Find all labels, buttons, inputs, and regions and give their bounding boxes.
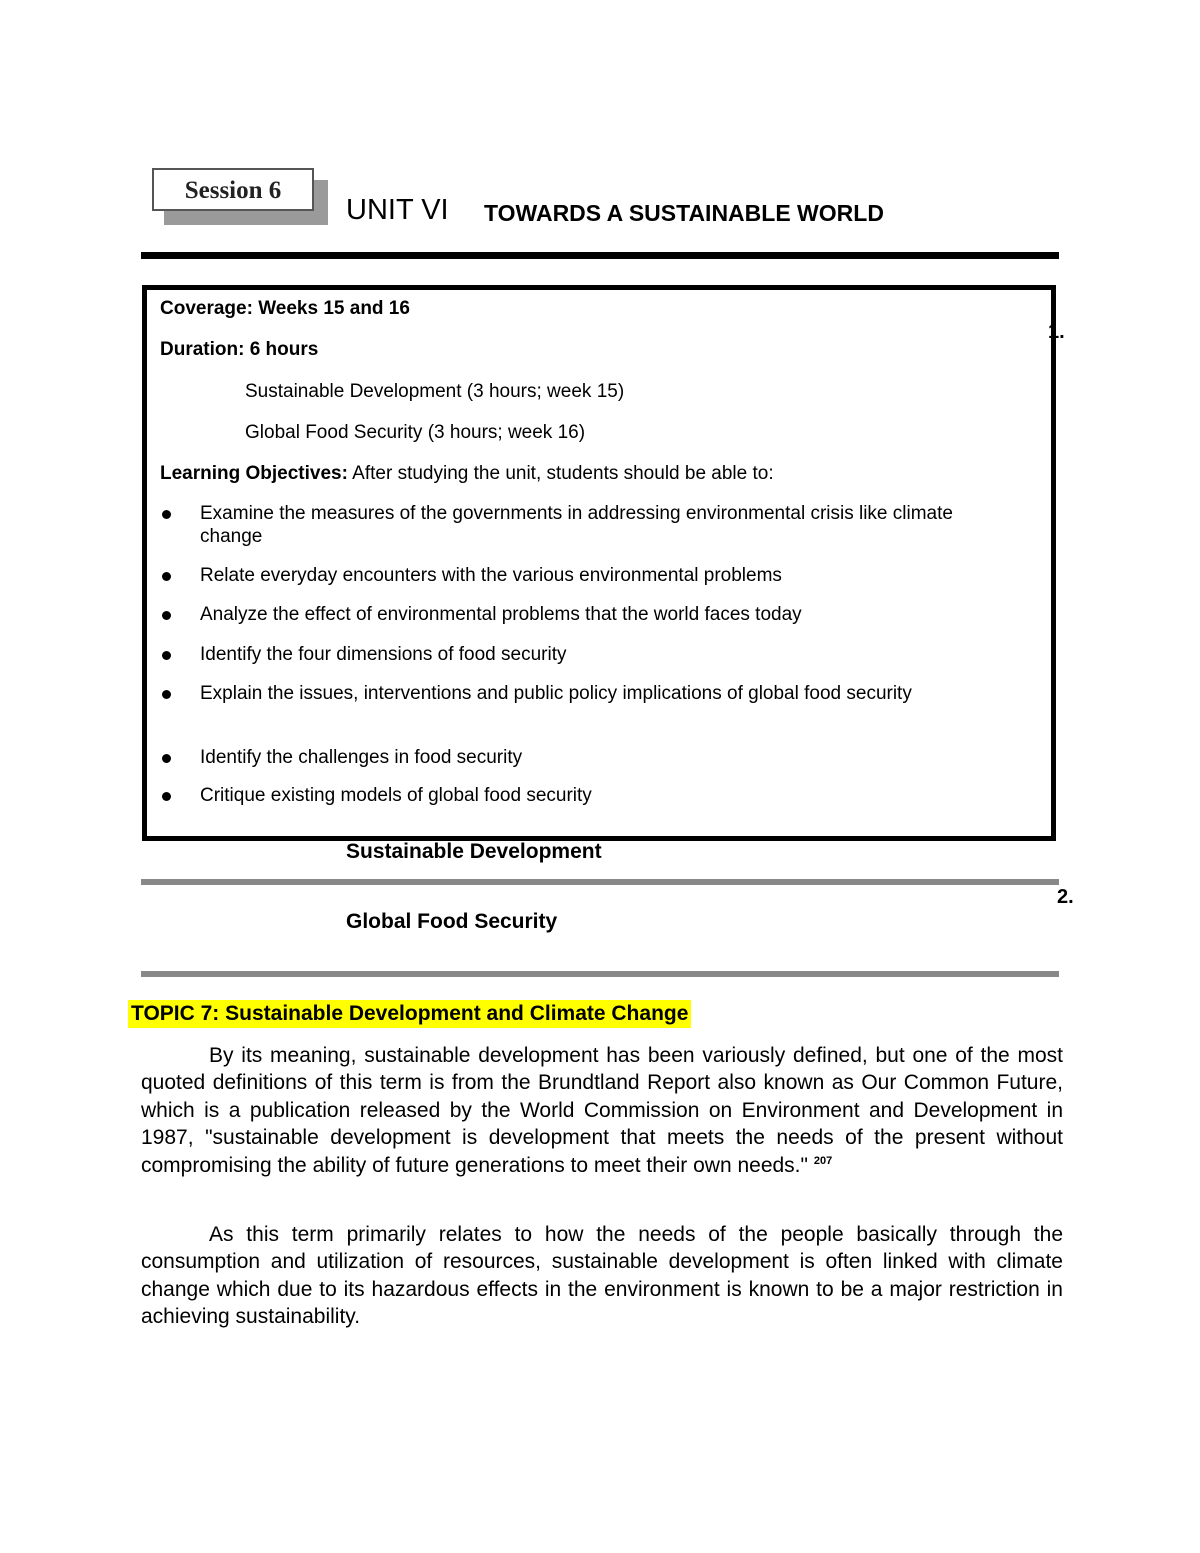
header-divider	[141, 252, 1059, 259]
objectives-label: Learning Objectives:	[160, 463, 348, 484]
schedule-item: Sustainable Development (3 hours; week 15)	[245, 381, 625, 402]
objective-item: Relate everyday encounters with the various environmental problems	[200, 565, 782, 586]
paragraph-text: By its meaning, sustainable development has been variously defined, but one of the most quoted definitions of this term is from the Brundtland Report also known as Our Common Future, which is a publication released by the World Commission on Environment and Development in 1987, "sustainable development is development that meets the needs of the present without compromising the ability of future generations to meet their own needs."	[141, 1044, 1063, 1177]
bullet-icon	[162, 611, 171, 620]
footnote-ref: 207	[813, 1154, 833, 1167]
topic-name: Sustainable Development	[346, 840, 602, 863]
objective-item: Explain the issues, interventions and public policy implications of global food security	[200, 683, 912, 704]
unit-label: UNIT VI	[346, 194, 449, 226]
bullet-icon	[162, 510, 171, 519]
paragraph: As this term primarily relates to how the needs of the people basically through the consumption and utilization of resources, sustainable development is often linked with climate change which due to its hazardous effects in the environment is known to be a major restriction in achieving sustainability.	[141, 1223, 1063, 1329]
duration-text: Duration: 6 hours	[160, 339, 319, 360]
coverage-text: Coverage: Weeks 15 and 16	[160, 298, 410, 319]
objectives-intro	[160, 462, 774, 486]
session-badge: Session 6	[152, 168, 314, 211]
bullet-icon	[162, 651, 171, 660]
topic-number: 2.	[1057, 886, 1074, 908]
bullet-icon	[162, 690, 171, 699]
schedule-item: Global Food Security (3 hours; week 16)	[245, 422, 586, 443]
unit-title: TOWARDS A SUSTAINABLE WORLD	[484, 200, 884, 226]
objective-item: Examine the measures of the governments in addressing environmental crisis like climate change	[200, 503, 953, 547]
topic-heading: TOPIC 7: Sustainable Development and Climate Change	[128, 1000, 691, 1028]
objective-item: Critique existing models of global food security	[200, 785, 592, 806]
objective-item: Analyze the effect of environmental problems that the world faces today	[200, 604, 802, 625]
topic-number: 1.	[1048, 321, 1065, 343]
bullet-icon	[162, 754, 171, 763]
topic-divider	[141, 879, 1059, 885]
bullet-icon	[162, 572, 171, 581]
objective-item: Identify the challenges in food security	[200, 747, 523, 768]
objectives-intro-text: After studying the unit, students should be able to:	[347, 463, 774, 484]
topic-name: Global Food Security	[346, 910, 558, 933]
objective-item: Identify the four dimensions of food security	[200, 644, 567, 665]
topic-divider	[141, 971, 1059, 977]
paragraph	[141, 1042, 1063, 1179]
bullet-icon	[162, 792, 171, 801]
